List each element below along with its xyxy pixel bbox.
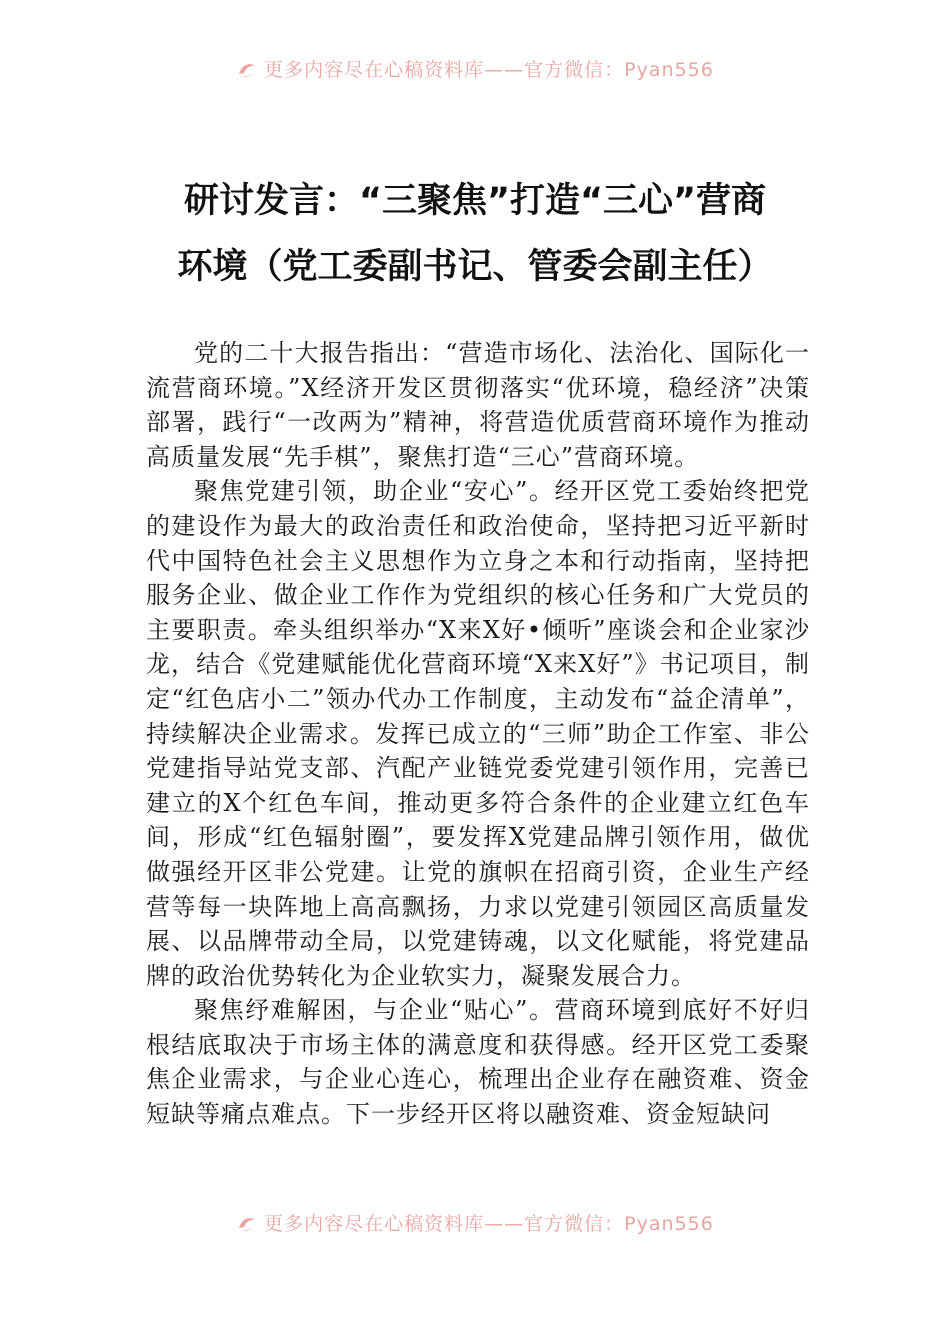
title-line-1: 研讨发言：“三聚焦”打造“三心”营商 [183, 181, 766, 221]
document-title [120, 168, 830, 300]
paragraph-intro: 党的二十大报告指出：“营造市场化、法治化、国际化一流营商环境。”X经济开发区贯彻落实“优环境，稳经济”决策部署，践行“一改两为”精神，将营造优质营商环境作为推动高质量发展“先手棋”，聚焦打造“三心”营商环境。 [146, 339, 810, 471]
paragraph-party-building: 聚焦党建引领，助企业“安心”。经开区党工委始终把党的建设作为最大的政治责任和政治使命，坚持把习近平新时代中国特色社会主义思想作为立身之本和行动指南，坚持把服务企业、做企业工作作为党组织的核心任务和广大党员的主要职责。牵头组织举办“X来X好•倾听”座谈会和企业家沙龙，结合《党建赋能优化营商环境“X来X好”》书记项目，制定“红色店小二”领办代办工作制度，主动发布“益企清单”，持续解决企业需求。发挥已成立的“三师”助企工作室、非公党建指导站党支部、汽配产业链党委党建引领作用，完善已建立的X个红色车间，推动更多符合条件的企业建立红色车间，形成“红色辐射圈”，要发挥X党建品牌引领作用，做优做强经开区非公党建。让党的旗帜在招商引资，企业生产经营等每一块阵地上高高飘扬，力求以党建引领园区高质量发展、以品牌带动全局，以党建铸魂，以文化赋能，将党建品牌的政治优势转化为企业软实力，凝聚发展合力。 [146, 477, 810, 990]
title-line-2: 环境（党工委副书记、管委会副主任） [177, 247, 773, 287]
watermark-header [0, 58, 950, 82]
paragraph-relief: 聚焦纾难解困，与企业“贴心”。营商环境到底好不好归根结底取决于市场主体的满意度和获得感。经开区党工委聚焦企业需求，与企业心连心，梳理出企业存在融资难、资金短缺等痛点难点。下一步经开区将以融资难、资金短缺问 [146, 996, 810, 1129]
logo-icon [236, 60, 258, 80]
watermark-footer [0, 1212, 950, 1236]
logo-icon [236, 1214, 258, 1234]
document-body [146, 336, 810, 1132]
watermark-text: 更多内容尽在心稿资料库——官方微信：Pyan556 [264, 59, 714, 81]
watermark-text: 更多内容尽在心稿资料库——官方微信：Pyan556 [264, 1213, 714, 1235]
